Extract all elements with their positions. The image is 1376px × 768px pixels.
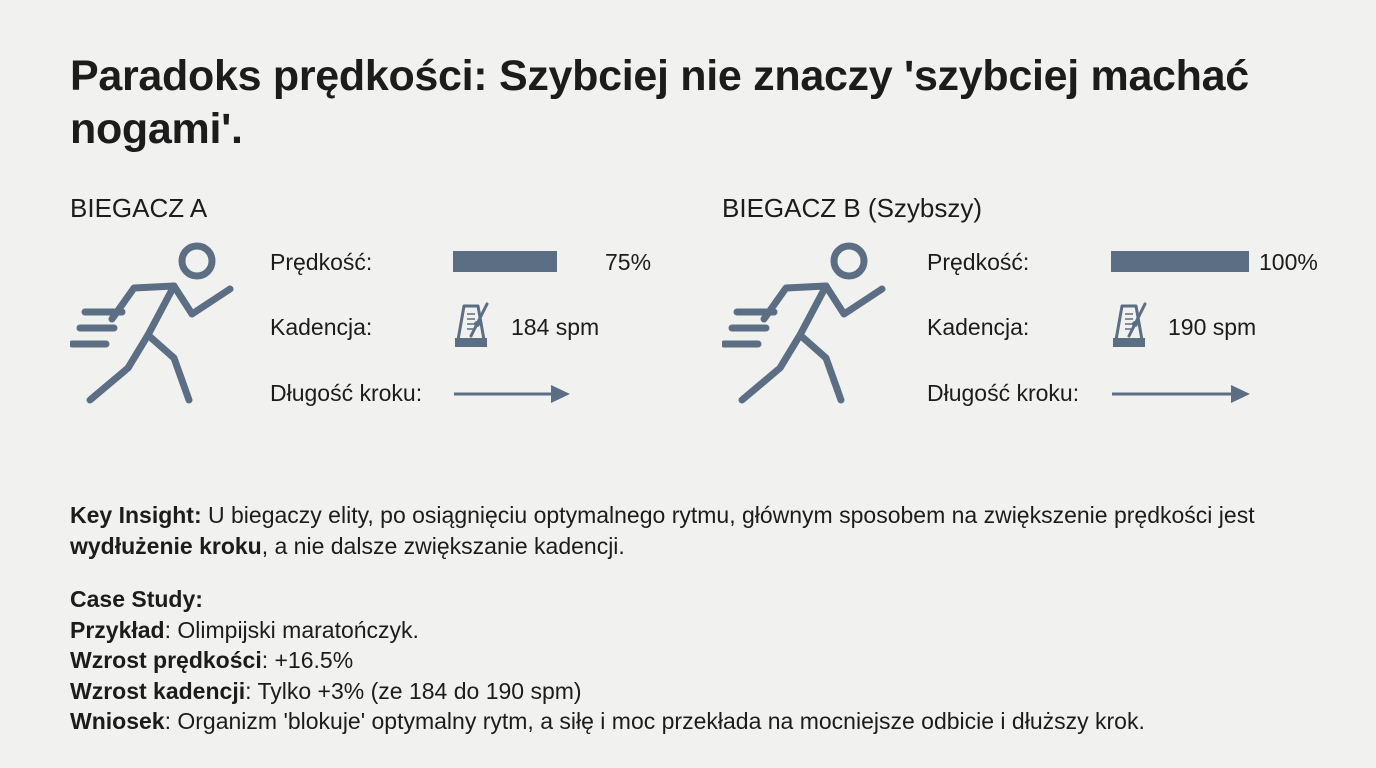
cadence-label: Kadencja: [927,314,1030,340]
metronome-icon [1111,302,1147,348]
case-study-row [70,645,1310,676]
running-person-icon [722,240,892,410]
key-insight [70,500,1290,562]
speed-label: Prędkość: [927,249,1030,275]
case-study-row-label: Przykład [70,616,165,643]
cadence-value: 190 spm [1168,314,1257,340]
case-study-row [70,706,1310,737]
case-study-row-value: : Organizm 'blokuje' optymalny rytm, a siłę i moc przekłada na mocniejsze odbicie i dłuższy krok. [164,708,1145,734]
arrow-right-icon [1111,384,1251,404]
cadence-label: Kadencja: [270,314,373,340]
case-study-row-label: Wniosek [70,708,165,734]
speed-label: Prędkość: [270,249,373,275]
case-study-row [70,615,1310,646]
stride-label: Długość kroku: [270,380,423,406]
cadence-value: 184 spm [511,314,600,340]
speed-bar [453,251,557,272]
case-study-row-label: Wzrost prędkości [70,647,262,673]
case-study-row [70,676,1310,707]
stride-label: Długość kroku: [927,380,1080,406]
key-insight-text-end: , a nie dalsze zwiększanie kadencji. [261,533,625,559]
arrow-right-icon [453,384,571,404]
speed-value: 75% [605,249,652,275]
speed-value: 100% [1259,249,1318,275]
key-insight-emphasis: wydłużenie kroku [70,533,262,559]
case-study-row-value: : Olimpijski maratończyk. [164,616,419,643]
speed-bar [1111,251,1249,272]
runner-a-panel [70,192,690,422]
case-study-row-value: : Tylko +3% (ze 184 do 190 spm) [245,677,582,704]
runner-b-panel [722,192,1342,422]
running-person-icon [70,240,240,410]
key-insight-text: U biegaczy elity, po osiągnięciu optymalnego rytmu, głównym sposobem na zwiększenie prędkości jest [201,502,1255,528]
runner-a-heading: BIEGACZ A [70,193,208,223]
case-study [70,584,1310,737]
key-insight-lead: Key Insight: [70,502,202,528]
case-study-heading: Case Study: [70,586,203,612]
page-title: Paradoks prędkości: Szybciej nie znaczy 'szybciej machać nogami'. [70,52,1249,153]
case-study-row-value: : +16.5% [261,647,354,673]
metronome-icon [453,302,489,348]
case-study-row-label: Wzrost kadencji [70,677,246,704]
runner-b-heading: BIEGACZ B (Szybszy) [722,193,983,223]
